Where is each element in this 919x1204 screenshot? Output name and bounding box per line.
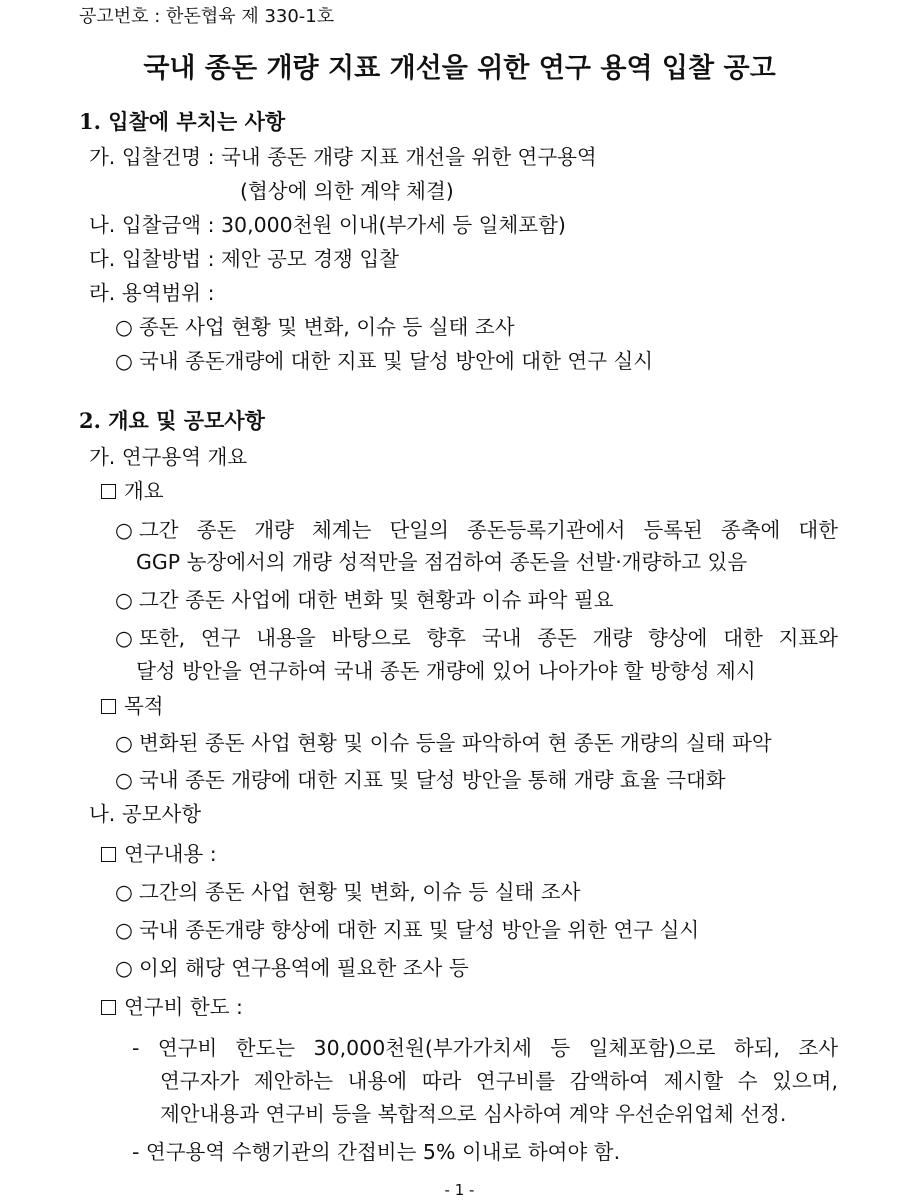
overview-list-item: ○ 그간 종돈 개량 체계는 단일의 종돈등록기관에서 등록된 종축에 대한 <box>115 518 838 542</box>
overview-list-item-cont: 달성 방안을 연구하여 국내 종돈 개량에 있어 나아가야 할 방향성 제시 <box>136 659 756 683</box>
overview-list-item-cont: GGP 농장에서의 개량 성적만을 점검하여 종돈을 선발·개량하고 있음 <box>136 550 748 574</box>
notice-number: 공고번호 : 한돈협육 제 330-1호 <box>79 6 335 27</box>
square-box-icon <box>101 484 116 499</box>
bullet-circle: ○ <box>115 349 133 373</box>
square-box-icon <box>101 699 116 714</box>
bullet-circle: ○ <box>115 731 133 755</box>
content-list-item: ○ 그간의 종돈 사업 현황 및 변화, 이슈 등 실태 조사 <box>115 880 581 904</box>
overview-subheading: 가. 연구용역 개요 <box>89 445 248 469</box>
scope-list-item: ○ 종돈 사업 현황 및 변화, 이슈 등 실태 조사 <box>115 315 515 339</box>
bullet-circle: ○ <box>115 626 133 650</box>
budget-list-item-cont: 연구자가 제안하는 내용에 따라 연구비를 감액하여 제시할 수 있으며, <box>160 1069 838 1093</box>
page-number: - 1 - <box>444 1181 475 1199</box>
bullet-circle: ○ <box>115 518 133 542</box>
overview-box-heading: 개요 <box>101 477 164 505</box>
budget-list-item: - 연구용역 수행기관의 간접비는 5% 이내로 하여야 함. <box>132 1140 621 1164</box>
budget-list-item-cont: 제안내용과 연구비 등을 복합적으로 심사하여 계약 우선순위업체 선정. <box>160 1102 787 1126</box>
square-box-icon <box>101 847 116 862</box>
overview-list-item: ○ 그간 종돈 사업에 대한 변화 및 현황과 이슈 파악 필요 <box>115 588 614 612</box>
purpose-box-heading: 목적 <box>101 692 164 720</box>
budget-list-item: - 연구비 한도는 30,000천원(부가가치세 등 일체포함)으로 하되, 조사 <box>132 1036 838 1060</box>
budget-box-heading: 연구비 한도 : <box>101 993 243 1021</box>
section-1-heading: 1. 입찰에 부치는 사항 <box>79 109 286 134</box>
bullet-circle: ○ <box>115 768 133 792</box>
bid-title-item-cont: (협상에 의한 계약 체결) <box>240 179 454 203</box>
bid-method-item: 다. 입찰방법 : 제안 공모 경쟁 입찰 <box>89 247 399 271</box>
bullet-circle: ○ <box>115 315 133 339</box>
bullet-circle: ○ <box>115 956 133 980</box>
bullet-circle: ○ <box>115 588 133 612</box>
bid-title-item: 가. 입찰건명 : 국내 종돈 개량 지표 개선을 위한 연구용역 <box>89 145 597 169</box>
purpose-list-item: ○ 변화된 종돈 사업 현황 및 이슈 등을 파악하여 현 종돈 개량의 실태 파악 <box>115 731 772 755</box>
competition-subheading: 나. 공모사항 <box>89 802 202 826</box>
document-title: 국내 종돈 개량 지표 개선을 위한 연구 용역 입찰 공고 <box>143 53 776 84</box>
overview-list-item: ○ 또한, 연구 내용을 바탕으로 향후 국내 종돈 개량 향상에 대한 지표와 <box>115 626 838 650</box>
content-list-item: ○ 국내 종돈개량 향상에 대한 지표 및 달성 방안을 위한 연구 실시 <box>115 918 700 942</box>
square-box-icon <box>101 1000 116 1015</box>
content-list-item: ○ 이외 해당 연구용역에 필요한 조사 등 <box>115 956 469 980</box>
bullet-circle: ○ <box>115 880 133 904</box>
scope-list-item: ○ 국내 종돈개량에 대한 지표 및 달성 방안에 대한 연구 실시 <box>115 349 654 373</box>
content-box-heading: 연구내용 : <box>101 840 217 868</box>
bid-amount-item: 나. 입찰금액 : 30,000천원 이내(부가세 등 일체포함) <box>89 213 566 237</box>
service-scope-item: 라. 용역범위 : <box>89 281 215 305</box>
purpose-list-item: ○ 국내 종돈 개량에 대한 지표 및 달성 방안을 통해 개량 효율 극대화 <box>115 768 726 792</box>
section-2-heading: 2. 개요 및 공모사항 <box>79 408 265 433</box>
bullet-circle: ○ <box>115 918 133 942</box>
